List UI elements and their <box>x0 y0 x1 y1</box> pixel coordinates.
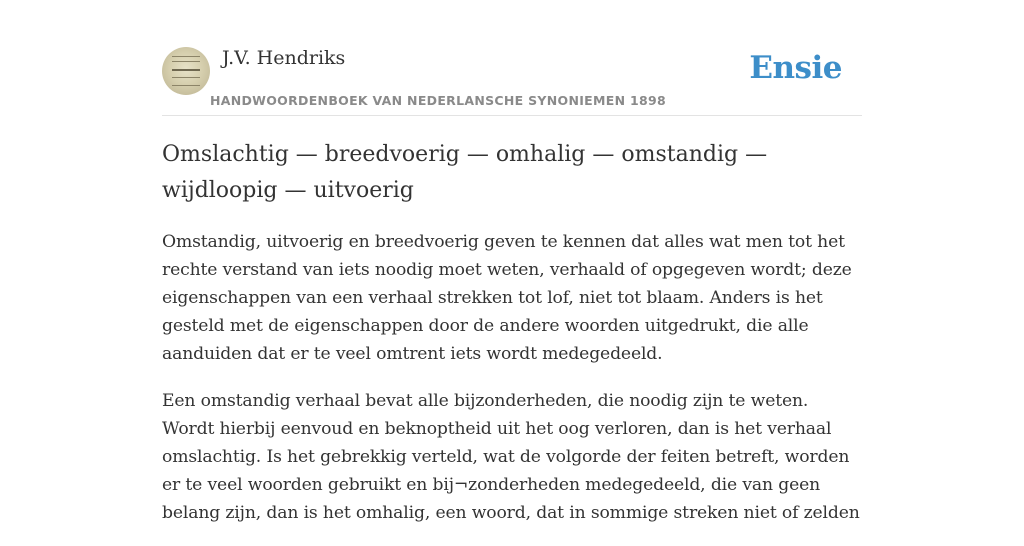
article-paragraph: Omstandig, uitvoerig en breedvoerig geven te kennen dat alles wat men tot het rechte verstand van iets noodig moet weten, verhaald of opgegeven wordt; deze eigenschappen van een verhaal strekken tot lof, niet tot blaam. Anders is het gesteld met de eigenschappen door de andere woorden uitgedrukt, die alle aanduiden dat er te veel omtrent iets wordt medegedeeld. <box>162 232 852 364</box>
header-divider <box>162 115 862 116</box>
avatar-line <box>172 77 200 78</box>
avatar-line <box>172 85 200 86</box>
avatar-line <box>172 56 200 57</box>
source-avatar[interactable] <box>162 47 210 95</box>
article-body <box>162 228 862 546</box>
article-title: Omslachtig — breedvoerig — omhalig — omstandig — wijdloopig — uitvoerig <box>162 142 768 203</box>
avatar-line <box>172 69 200 71</box>
article-header <box>162 46 862 116</box>
author-name[interactable]: J.V. Hendriks <box>222 47 346 69</box>
avatar-line <box>172 61 200 62</box>
brand-logo[interactable]: Ensie <box>749 50 842 86</box>
source-title[interactable]: HANDWOORDENBOEK VAN NEDERLANSCHE SYNONIEMEN 1898 <box>210 93 667 108</box>
article-paragraph: Een omstandig verhaal bevat alle bijzonderheden, die noodig zijn te weten. Wordt hierbij eenvoud en beknoptheid uit het oog verloren, dan is het verhaal omslachtig. Is het gebrekkig verteld, wat de volgorde der feiten betreft, worden er te veel woorden gebruikt en bij¬zonderheden medegedeeld, die van geen belang zijn, dan is het omhalig, een woord, dat in sommige streken niet of zelden <box>162 391 860 523</box>
